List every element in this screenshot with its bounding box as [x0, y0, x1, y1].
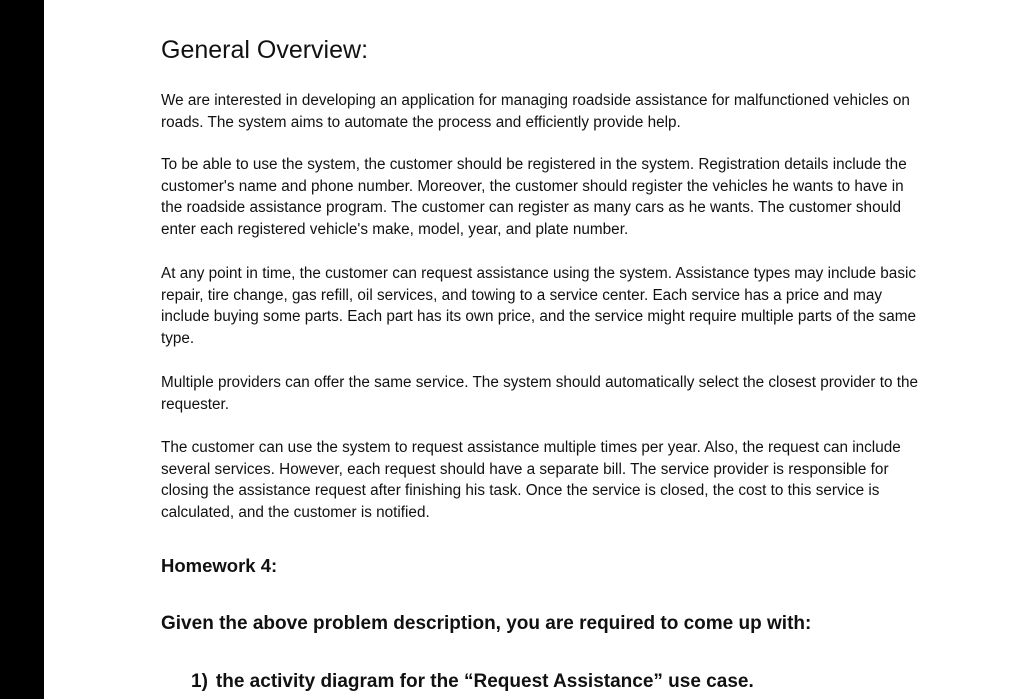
requirement-item — [191, 669, 754, 695]
overview-paragraph-1: We are interested in developing an application for managing roadside assistance for malfunctioned vehicles on roads. The system aims to automate the process and efficiently provide help. — [161, 92, 910, 131]
requirements-list — [191, 669, 754, 695]
overview-paragraph-4: Multiple providers can offer the same service. The system should automatically select the closest provider to the requester. — [161, 374, 918, 413]
overview-paragraph-2: To be able to use the system, the customer should be registered in the system. Registration details include the customer's name and phone number. Moreover, the customer should register the vehicles he wants to have in the roadside assistance program. The customer can register as many cars as he wants. The customer should enter each registered vehicle's make, model, year, and plate number. — [161, 156, 907, 239]
overview-paragraph-5: The customer can use the system to request assistance multiple times per year. Also, the request can include several services. However, each request should have a separate bill. The service provider is responsible for closing the assistance request after finishing his task. Once the service is closed, the cost to this service is calculated, and the customer is notified. — [161, 439, 901, 522]
requirement-number: 1) — [191, 671, 208, 692]
overview-paragraph-3: At any point in time, the customer can request assistance using the system. Assistance types may include basic repair, tire change, gas refill, oil services, and towing to a service center. Each service has a price and may include buying some parts. Each part has its own price, and the service might require multiple parts of the same type. — [161, 265, 917, 348]
homework-heading: Homework 4: — [161, 555, 278, 576]
requirement-text: the activity diagram for the “Request Assistance” use case. — [215, 671, 754, 692]
left-black-margin — [0, 0, 44, 699]
instruction-text: Given the above problem description, you are required to come up with: — [161, 613, 812, 634]
document-title: General Overview: — [161, 36, 369, 64]
